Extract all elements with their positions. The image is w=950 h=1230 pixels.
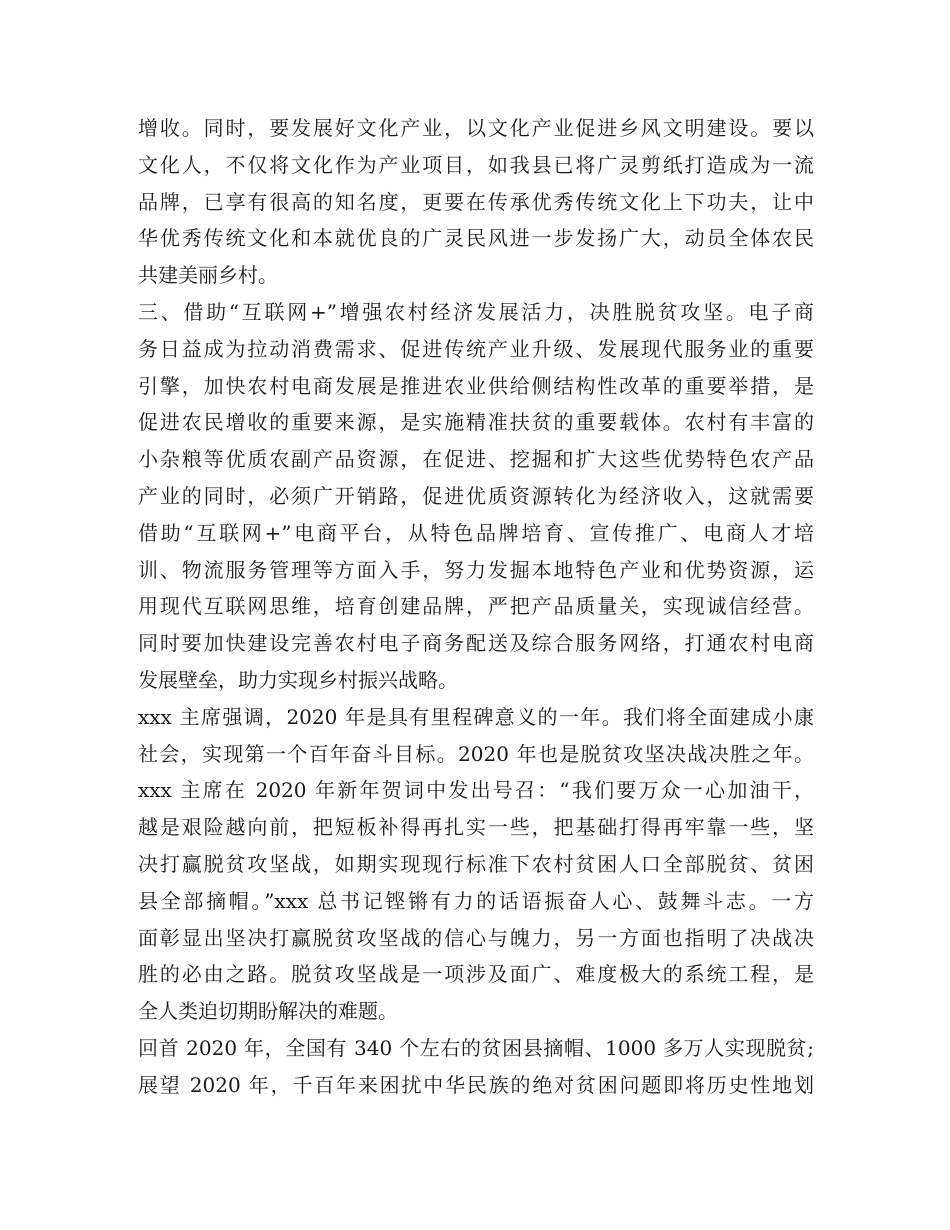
text-line: 品牌，已享有很高的知名度，更要在传承优秀传统文化上下功夫，让中 (138, 189, 814, 214)
text-line: 越是艰险越向前，把短板补得再扎实一些，把基础打得再牢靠一些，坚 (138, 815, 814, 840)
text-line: 文化人，不仅将文化作为产业项目，如我县已将广灵剪纸打造成为一流 (138, 152, 814, 177)
text-line: 增收。同时，要发展好文化产业，以文化产业促进乡风文明建设。要以 (138, 116, 814, 140)
text-line: 展望 2020 年，千百年来困扰中华民族的绝对贫困问题即将历史性地划 (138, 1072, 814, 1097)
text-line: 回首 2020 年，全国有 340 个左右的贫困县摘帽、1000 多万人实现脱贫; (138, 1035, 814, 1060)
text-line: 三、借助“互联网+”增强农村经济发展活力，决胜脱贫攻坚。电子商 (138, 299, 814, 324)
text-line: 借助“互联网+”电商平台，从特色品牌培育、宣传推广、电商人才培 (138, 520, 814, 545)
paragraph-p3 (138, 699, 814, 1030)
text-line: 社会，实现第一个百年奋斗目标。2020 年也是脱贫攻坚决战决胜之年。 (138, 741, 814, 766)
text-line: 县全部摘帽。”xxx 总书记铿锵有力的话语振奋人心、鼓舞斗志。一方 (138, 888, 814, 913)
text-line: xxx 主席强调，2020 年是具有里程碑意义的一年。我们将全面建成小康 (138, 704, 814, 729)
text-line: 胜的必由之路。脱贫攻坚战是一项涉及面广、难度极大的系统工程，是 (138, 962, 814, 987)
paragraph-p2 (138, 294, 814, 699)
text-line: 训、物流服务管理等方面入手，努力发掘本地特色产业和优势资源，运 (138, 557, 814, 582)
text-line: 华优秀传统文化和本就优良的广灵民风进一步发扬广大，动员全体农民 (138, 226, 814, 251)
text-line: 全人类迫切期盼解决的难题。 (138, 999, 398, 1024)
text-line: 引擎，加快农村电商发展是推进农业供给侧结构性改革的重要举措，是 (138, 373, 814, 398)
text-line: xxx 主席在 2020 年新年贺词中发出号召：“我们要万众一心加油干， (138, 778, 814, 803)
text-line: 面彰显出坚决打赢脱贫攻坚战的信心与魄力，另一方面也指明了决战决 (138, 925, 814, 950)
text-line: 促进农民增收的重要来源，是实施精准扶贫的重要载体。农村有丰富的 (138, 410, 814, 435)
text-line: 用现代互联网思维，培育创建品牌，严把产品质量关，实现诚信经营。 (138, 594, 814, 619)
paragraph-p4 (138, 1030, 814, 1104)
paragraph-p1 (138, 110, 814, 294)
text-line: 产业的同时，必须广开销路，促进优质资源转化为经济收入，这就需要 (138, 483, 814, 508)
document-body (138, 110, 814, 1104)
text-line: 决打赢脱贫攻坚战，如期实现现行标准下农村贫困人口全部脱贫、贫困 (138, 851, 814, 876)
text-line: 同时要加快建设完善农村电子商务配送及综合服务网络，打通农村电商 (138, 631, 814, 656)
text-line: 务日益成为拉动消费需求、促进传统产业升级、发展现代服务业的重要 (138, 336, 814, 361)
text-line: 共建美丽乡村。 (138, 263, 278, 288)
text-line: 小杂粮等优质农副产品资源，在促进、挖掘和扩大这些优势特色农产品 (138, 447, 814, 472)
text-line: 发展壁垒，助力实现乡村振兴战略。 (138, 667, 458, 692)
